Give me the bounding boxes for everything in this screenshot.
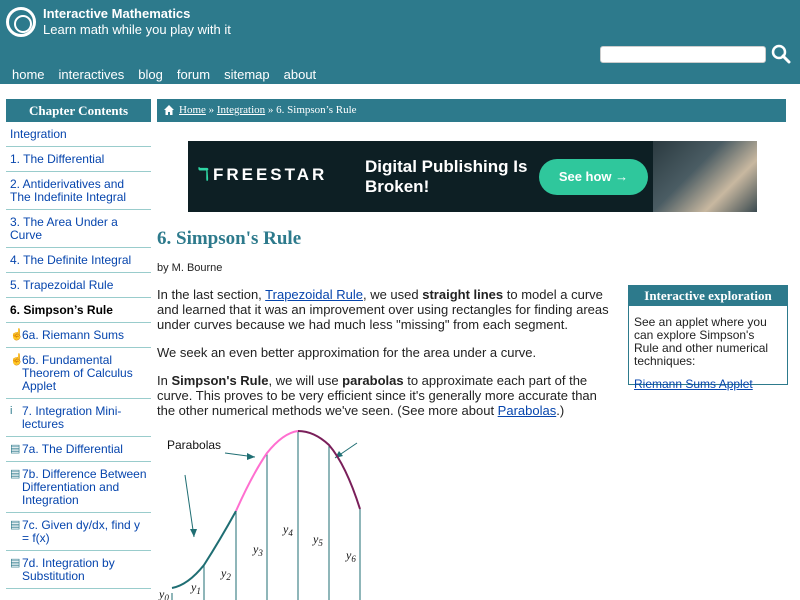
side-box-title: Interactive exploration (629, 286, 787, 306)
sidebar-item[interactable] (6, 399, 151, 437)
ad-headline: Digital Publishing Is Broken! (365, 157, 528, 196)
side-box-text: See an applet where you can explore Simpson's Rule and other numerical techniques: (634, 315, 769, 368)
text: , we used (362, 287, 423, 302)
freestar-logo-icon: ℸ (198, 165, 209, 184)
riemann-sums-applet-link[interactable]: Riemann Sums Applet (634, 377, 753, 391)
arrow-head (247, 453, 255, 460)
sidebar-item-label: 1. The Differential (10, 152, 105, 166)
label-y6: $y_6$ (346, 548, 356, 564)
subscript-0: 0 (164, 593, 169, 600)
site-logo[interactable] (6, 7, 36, 37)
label-y5: $y_5$ (313, 532, 323, 548)
page-title: 6. Simpson's Rule (157, 228, 302, 249)
text: to model a curve and learned that it was an improvement over using rectangles for finding areas under curves because we had much less "missing" from each segment. (157, 287, 609, 332)
subscript-4: 4 (288, 528, 293, 538)
search-icon[interactable] (771, 44, 791, 64)
subscript-3: 3 (258, 548, 263, 558)
ordinate-lines (172, 431, 360, 600)
emphasis: straight lines (422, 287, 504, 302)
site-tagline: Learn math while you play with it (43, 22, 231, 37)
notes-icon: ▤ (10, 468, 21, 480)
chapter-sidebar (6, 99, 151, 589)
arrow-to-curve (185, 475, 194, 537)
breadcrumb-sep: » (267, 104, 274, 116)
figure-label: Parabolas (167, 438, 222, 452)
sidebar-list (6, 122, 151, 589)
interactive-exploration-box (628, 285, 788, 391)
sidebar-item[interactable] (6, 147, 151, 172)
sidebar-item-label: 4. The Definite Integral (10, 253, 132, 267)
subscript-2: 2 (226, 572, 231, 582)
subscript-1: 1 (196, 586, 201, 596)
parabolas-link[interactable]: Parabolas (497, 403, 557, 418)
nav-interactives[interactable]: interactives (58, 67, 125, 82)
notes-icon: ▤ (10, 519, 21, 531)
ad-cta-button[interactable]: See how → (539, 159, 648, 195)
text: In (157, 373, 172, 388)
notes-icon: ▤ (10, 443, 21, 455)
ad-brand-text: FREESTAR (212, 165, 328, 184)
search-input[interactable] (600, 46, 766, 63)
sidebar-item[interactable] (6, 248, 151, 273)
pointer-icon: ☝ (10, 354, 24, 366)
sidebar-item[interactable] (6, 348, 151, 399)
breadcrumb-home[interactable]: Home (179, 104, 206, 116)
label-y4: $y_4$ (283, 522, 293, 538)
paragraph-goal: We seek an even better approximation for the area under a curve. (157, 345, 537, 360)
sidebar-item-label: 6a. Riemann Sums (22, 328, 125, 342)
sidebar-item[interactable] (6, 172, 151, 210)
text: , we will use (268, 373, 343, 388)
label-y3: $y_3$ (253, 542, 263, 558)
advertisement-banner[interactable] (188, 141, 757, 212)
ad-brand (198, 165, 327, 185)
sidebar-item[interactable] (6, 122, 151, 147)
sidebar-item-label: Integration (10, 127, 67, 141)
sidebar-item (6, 298, 151, 323)
sidebar-item[interactable] (6, 437, 151, 462)
sidebar-item-label: 5. Trapezoidal Rule (10, 278, 114, 292)
sidebar-title: Chapter Contents (6, 99, 151, 122)
trapezoidal-rule-link[interactable]: Trapezoidal Rule (265, 287, 363, 302)
info-icon: i (10, 405, 13, 417)
pointer-icon: ☝ (10, 329, 24, 341)
label-y1: $y_1$ (191, 580, 201, 596)
text: .) (556, 403, 565, 418)
site-header (0, 0, 800, 84)
breadcrumb (157, 99, 786, 122)
home-icon[interactable] (163, 104, 175, 116)
main-nav (12, 67, 330, 82)
sidebar-item-label: 7c. Given dy/dx, find y = f(x) (22, 518, 141, 545)
sidebar-item-label: 7a. The Differential (22, 442, 123, 456)
nav-sitemap[interactable]: sitemap (224, 67, 270, 82)
sidebar-item-label: 6b. Fundamental Theorem of Calculus Applet (22, 353, 133, 393)
sidebar-item-label: 6. Simpson’s Rule (10, 303, 113, 317)
sidebar-item-label: 2. Antiderivatives and The Indefinite Integral (10, 177, 127, 204)
sidebar-item-label: 3. The Area Under a Curve (10, 215, 118, 242)
sidebar-item-label: 7b. Difference Between Differentiation and Integration (22, 467, 147, 507)
notes-icon: ▤ (10, 557, 21, 569)
byline: by M. Bourne (157, 262, 223, 274)
sidebar-item[interactable] (6, 273, 151, 298)
subscript-6: 6 (351, 554, 356, 564)
breadcrumb-integration[interactable]: Integration (216, 104, 266, 116)
label-y2: $y_2$ (221, 566, 231, 582)
breadcrumb-sep: » (208, 104, 215, 116)
sidebar-item[interactable] (6, 323, 151, 348)
ad-photo (653, 141, 757, 212)
breadcrumb-current: 6. Simpson’s Rule (276, 104, 357, 116)
paragraph-simpson (157, 373, 614, 418)
nav-blog[interactable]: blog (138, 67, 163, 82)
paragraph-intro (157, 287, 614, 332)
arrow-head (190, 529, 197, 537)
emphasis: Simpson's Rule (171, 373, 269, 388)
nav-home[interactable]: home (12, 67, 45, 82)
nav-forum[interactable]: forum (176, 67, 211, 82)
text: to approximate each part of the curve. This proves to be very efficient since it's generally more accurate than the other numerical methods we've seen. (See more about (157, 373, 597, 418)
subscript-5: 5 (318, 538, 323, 548)
sidebar-item-label: 7. Integration Mini-lectures (22, 404, 122, 431)
label-y0: $y_0$ (158, 587, 169, 600)
simpsons-rule-diagram (157, 425, 367, 600)
sidebar-item[interactable] (6, 513, 151, 551)
site-title[interactable]: Interactive Mathematics (43, 6, 191, 21)
sidebar-item[interactable] (6, 210, 151, 248)
nav-about[interactable]: about (283, 67, 317, 82)
sidebar-item[interactable] (6, 551, 151, 589)
y-labels (158, 522, 356, 600)
text: In the last section, (157, 287, 266, 302)
sidebar-item-label: 7d. Integration by Substitution (22, 556, 115, 583)
sidebar-item[interactable] (6, 462, 151, 513)
emphasis: parabolas (342, 373, 404, 388)
